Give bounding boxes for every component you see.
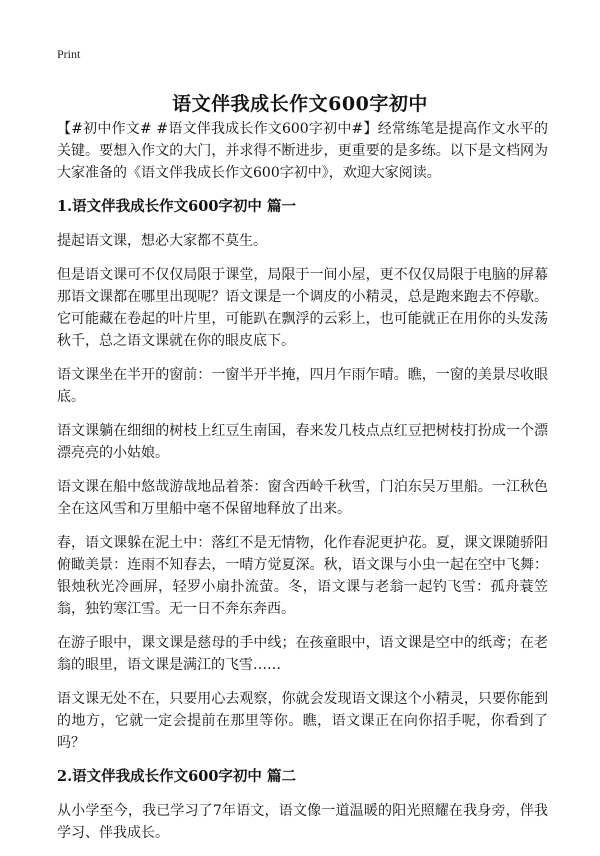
paragraph: 语文课无处不在，只要用心去观察，你就会发现语文课这个小精灵，只要你能到的地方，它就一定会提前在那里等你。瞧，语文课正在向你招手呢，你看到了吗？ <box>57 691 548 751</box>
paragraph: 在游子眼中，课文课是慈母的手中线；在孩童眼中，语文课是空中的纸鸢；在老翁的眼里，语文课是满江的飞雪…… <box>57 635 548 673</box>
intro-paragraph: 【#初中作文# #语文伴我成长作文600字初中#】经常练笔是提高作文水平的关键。要想入作文的大门，并求得不断进步，更重要的是多练。以下是文档网为大家准备的《语文伴我成长作文600字初中》，欢迎大家阅读。 <box>57 121 548 181</box>
paragraph: 语文课躺在细细的树枝上红豆生南国，春来发几枝点点红豆把树枝打扮成一个漂漂亮亮的小姑娘。 <box>57 423 548 461</box>
print-link[interactable]: Print <box>57 47 81 61</box>
paragraph: 春，语文课躲在泥土中：落红不是无情物，化作春泥更护花。夏，课文课随骄阳俯瞰美景：连雨不知春去，一晴方觉夏深。秋，语文课与小虫一起在空中飞舞：银烛秋光冷画屏，轻罗小扇扑流萤。冬，语文课与老翁一起钓飞雪：孤舟蓑笠翁，独钓寒江雪。无一日不奔东奔西。 <box>57 535 548 617</box>
paragraph: 语文课坐在半开的窗前：一窗半开半掩，四月乍雨乍晴。瞧，一窗的美景尽收眼底。 <box>57 367 548 405</box>
paragraph: 提起语文课，想必大家都不莫生。 <box>57 233 267 249</box>
section-heading-1: 1.语文伴我成长作文600字初中 篇一 <box>57 198 296 215</box>
paragraph: 从小学至今，我已学习了7年语文，语文像一道温暖的阳光照耀在我身旁，伴我学习、伴我成长。 <box>57 803 548 841</box>
article-body <box>57 118 548 856</box>
section-heading-2: 2.语文伴我成长作文600字初中 篇二 <box>57 768 296 785</box>
paragraph: 但是语文课可不仅仅局限于课堂，局限于一间小屋，更不仅仅局限于电脑的屏幕那语文课都在哪里出现呢？语文课是一个调皮的小精灵，总是跑来跑去不停歇。它可能藏在卷起的叶片里，可能趴在飘浮的云彩上，也可能就正在用你的头发荡秋千，总之语文课就在你的眼皮底下。 <box>57 267 548 349</box>
page-title: 语文伴我成长作文600字初中 <box>172 92 428 115</box>
paragraph: 语文课在船中悠哉游哉地品着茶：窗含西岭千秋雪，门泊东吴万里船。一江秋色全在这风雪和万里船中毫不保留地释放了出来。 <box>57 479 548 517</box>
